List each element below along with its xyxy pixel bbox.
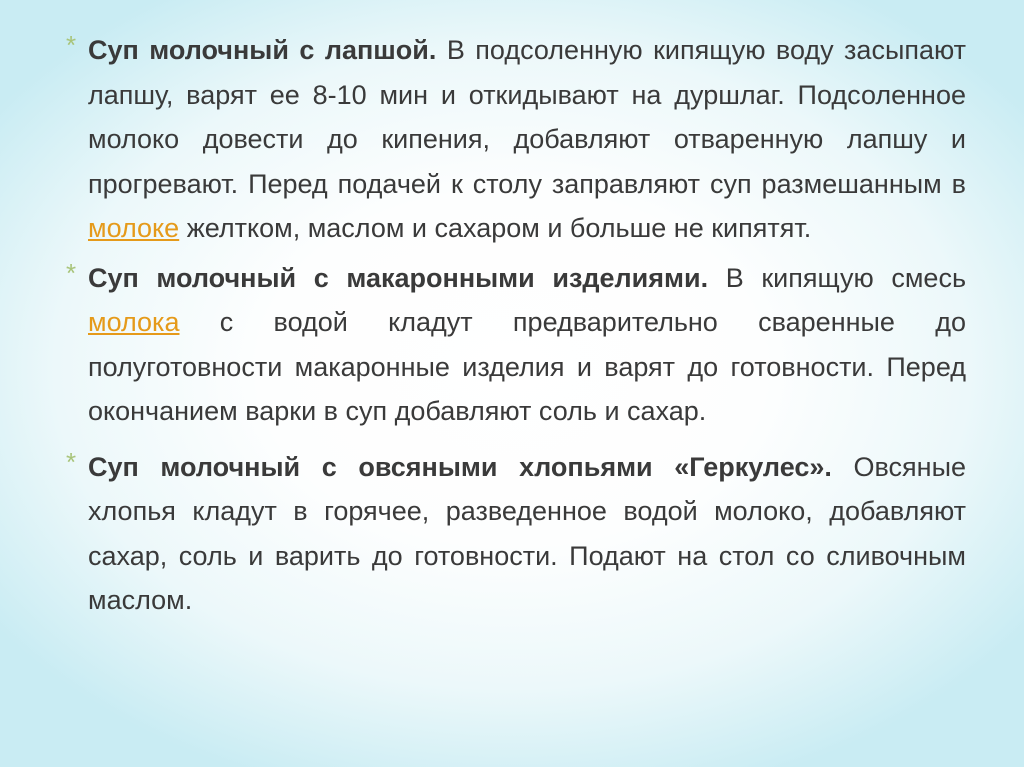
bullet-icon: * xyxy=(66,257,77,288)
item-title: Суп молочный с овсяными хлопьями «Геркулес». xyxy=(88,451,832,482)
item-title: Суп молочный с макаронными изделиями. xyxy=(88,262,709,293)
slide-content xyxy=(66,28,966,623)
list-item-pasta-soup xyxy=(66,256,966,434)
bullet-icon: * xyxy=(66,446,77,477)
bullet-icon: * xyxy=(66,30,77,60)
link-milk[interactable]: молока xyxy=(88,307,180,337)
link-milk[interactable]: молоке xyxy=(88,213,180,243)
list-item-oatmeal-soup xyxy=(66,445,966,623)
item-title: Суп молочный с лапшой. xyxy=(88,35,437,65)
item-text: Овсяные хлопья кладут в горячее, разведенное водой молоко, добавляют сахар, соль и варить до готовности. Подают на стол со сливочным маслом. xyxy=(88,451,966,615)
item-text: с водой кладут предварительно сваренные до полуготовности макаронные изделия и варят до готовности. Перед окончанием варки в суп добавляют соль и сахар. xyxy=(88,307,966,426)
item-text: желтком, маслом и сахаром и больше не кипятят. xyxy=(179,213,812,243)
list-item-noodle-soup xyxy=(66,28,966,251)
item-text: В кипящую смесь xyxy=(708,262,967,293)
item-text: В подсоленную кипящую воду засыпают лапшу, варят ее 8-10 мин и откидывают на дуршлаг. Подсоленное молоко довести до кипения, добавляют отваренную лапшу и прогревают. Перед подачей к столу заправляют суп размешанным в xyxy=(88,35,967,199)
